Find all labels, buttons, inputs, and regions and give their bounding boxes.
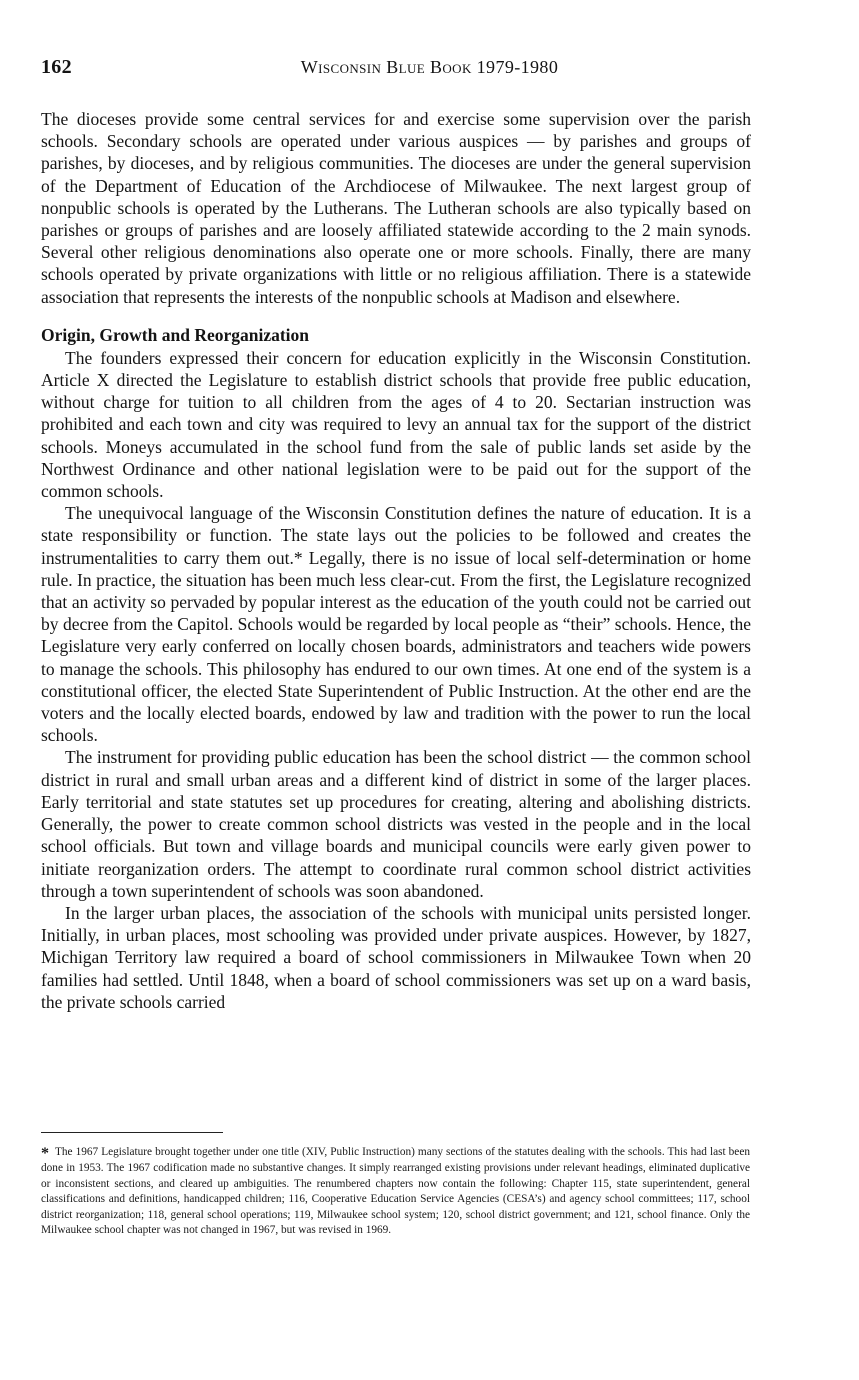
paragraph-founders: The founders expressed their concern for education explicitly in the Wisconsin Constitution. Article X directed the Legislature to establish district schools that provide free public education, without charge for tuition to all children from the ages of 4 to 20. Sectarian instruction was prohibited and each town and city was required to levy an annual tax for the support of the district schools. Moneys accumulated in the school fund from the sale of public lands set aside by the Northwest Ordinance and other national legislation were to be paid out for the support of the common schools. <box>41 347 751 502</box>
body-text <box>41 108 751 1013</box>
page-number: 162 <box>41 56 72 78</box>
section-heading: Origin, Growth and Reorganization <box>41 324 310 345</box>
footnote-marker: * <box>41 1145 49 1162</box>
paragraph-constitution: The unequivocal language of the Wisconsin Constitution defines the nature of education. It is a state responsibility or function. The state lays out the policies to be followed and creates the instrumentalities to carry them out.* Legally, there is no issue of local self-determination or home rule. In practice, the situation has been much less clear-cut. From the first, the Legislature recognized that an activity so pervaded by popular interest as the education of the youth could not be carried out by decree from the Capitol. Schools would be regarded by local people as “their” schools. Hence, the Legislature very early conferred on locally chosen boards, administrators and teachers wide powers to manage the schools. This philosophy has endured to our own times. At one end of the system is a constitutional officer, the elected State Superintendent of Public Instruction. At the other end are the voters and the locally elected boards, endowed by law and tradition with the power to run the local schools. <box>41 503 751 746</box>
footnote <box>41 1145 750 1238</box>
running-head: Wisconsin Blue Book 1979-1980 <box>300 57 559 77</box>
paragraph-dioceses: The dioceses provide some central services for and exercise some supervision over the parish schools. Secondary schools are operated under various auspices — by parishes and groups of parishes, by dioceses, and by religious communities. The dioceses are under the general supervision of the Department of Education of the Archdiocese of Milwaukee. The next largest group of nonpublic schools is operated by the Lutherans. The Lutheran schools are also typically based on parishes or groups of parishes and are loosely affiliated statewide according to the 2 main synods. Several other religious denominations also operate one or more schools. Finally, there are many schools operated by private organizations with little or no religious affiliation. There is a statewide association that represents the interests of the nonpublic schools at Madison and elsewhere. <box>41 109 751 307</box>
paragraph-urban-places: In the larger urban places, the association of the schools with municipal units persisted longer. Initially, in urban places, most schooling was provided under private auspices. However, by 1827, Michigan Territory law required a board of school commissioners in Milwaukee Town when 20 families had settled. Until 1848, when a board of school commissioners was set up on a ward basis, the private schools carried <box>41 902 751 1012</box>
paragraph-school-district: The instrument for providing public education has been the school district — the common school district in rural and small urban areas and a different kind of district in some of the larger places. Early territorial and state statutes set up procedures for creating, altering and abolishing districts. Generally, the power to create common school districts was vested in the people and in the local school officials. But town and village boards and municipal councils were early given power to initiate reorganization orders. The attempt to coordinate rural common school district activities through a town superintendent of schools was soon abandoned. <box>41 747 751 901</box>
footnote-paragraph <box>41 1145 750 1238</box>
footnote-divider <box>41 1132 223 1133</box>
page-header <box>0 56 859 90</box>
footnote-text: The 1967 Legislature brought together under one title (XIV, Public Instruction) many sections of the statutes dealing with the schools. This had last been done in 1953. The 1967 codification made no substantive changes. It simply rearranged existing provisions under relevant headings, eliminated duplicative or inconsistent sections, and cleared up ambiguities. The renumbered chapters now contain the following: Chapter 115, state superintendent, general classifications and definitions, handicapped children; 116, Cooperative Education Service Agencies (CESA’s) and agency school committees; 117, school district reorganization; 118, general school operations; 119, Milwaukee school system; 120, school district government; and 121, school finance. Only the Milwaukee school chapter was not changed in 1967, but was revised in 1969. <box>41 1146 750 1237</box>
